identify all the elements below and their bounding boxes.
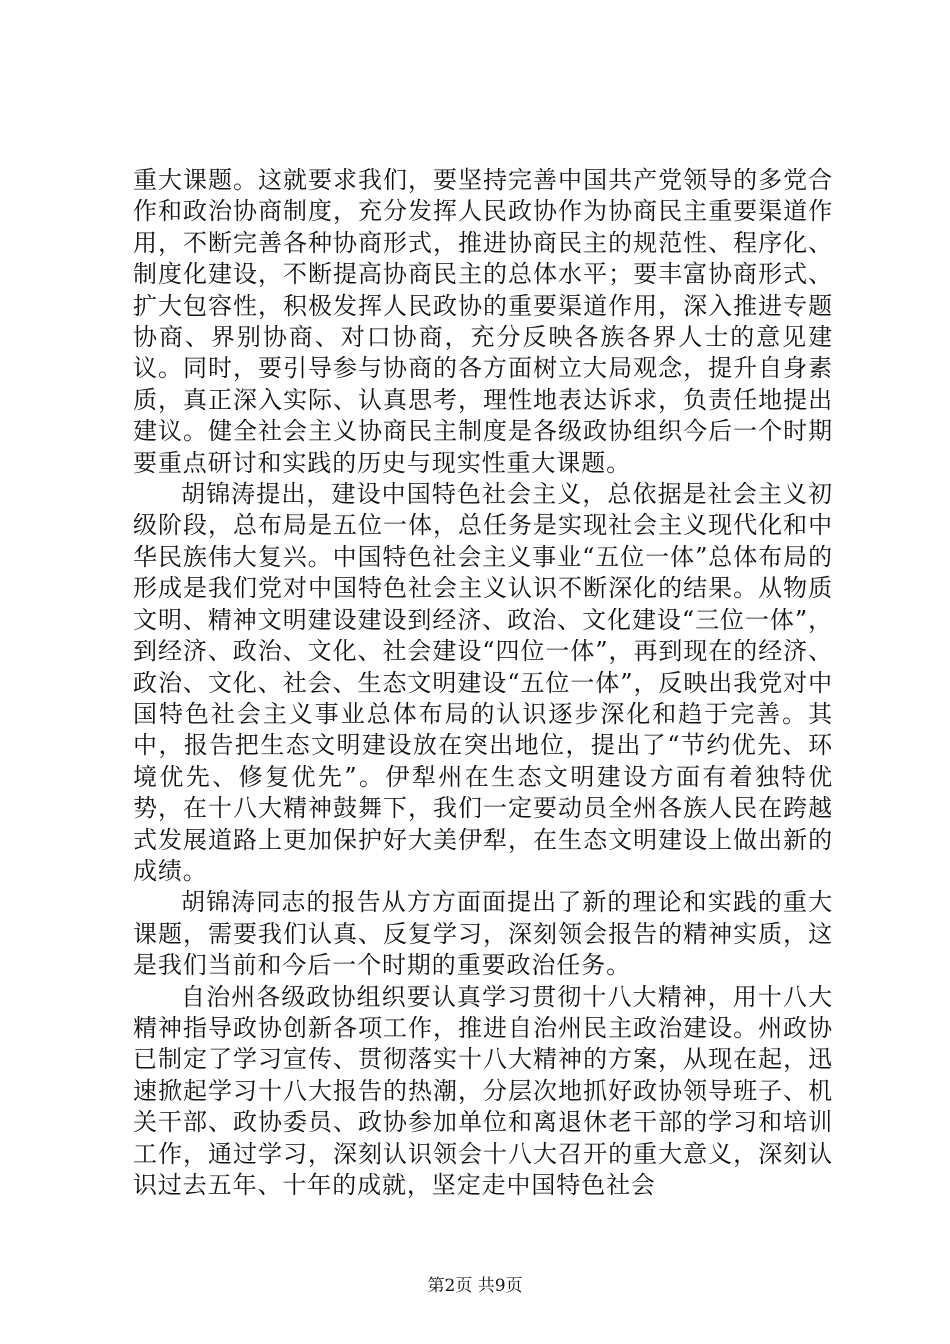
page-number-footer: 第2页 共9页 [427,1276,523,1296]
document-body [133,165,833,1201]
paragraph-five-in-one: 胡锦涛提出，建设中国特色社会主义，总依据是社会主义初级阶段，总布局是五位一体，总任务是实现社会主义现代化和中华民族伟大复兴。中国特色社会主义事业“五位一体”总体布局的形成是我们党对中国特色社会主义认识不断深化的结果。从物质文明、精神文明建设建设到经济、政治、文化建设“三位一体”，到经济、政治、文化、社会建设“四位一体”，再到现在的经济、政治、文化、社会、生态文明建设“五位一体”，反映出我党对中国特色社会主义事业总体布局的认识逐步深化和趋于完善。其中，报告把生态文明建设放在突出地位，提出了“节约优先、环境优先、修复优先”。伊犁州在生态文明建设方面有着独特优势，在十八大精神鼓舞下，我们一定要动员全州各族人民在跨越式发展道路上更加保护好大美伊犁，在生态文明建设上做出新的成绩。 [133,480,833,885]
paragraph-report-study: 胡锦涛同志的报告从方方面面提出了新的理论和实践的重大课题，需要我们认真、反复学习，深刻领会报告的精神实质，这是我们当前和今后一个时期的重要政治任务。 [133,888,833,980]
paragraph-cppcc-work: 自治州各级政协组织要认真学习贯彻十八大精神，用十八大精神指导政协创新各项工作，推进自治州民主政治建设。州政协已制定了学习宣传、贯彻落实十八大精神的方案，从现在起，迅速掀起学习十八大报告的热潮，分层次地抓好政协领导班子、机关干部、政协委员、政协参加单位和离退休老干部的学习和培训工作，通过学习，深刻认识领会十八大召开的重大意义，深刻认识过去五年、十年的成就，坚定走中国特色社会 [133,982,833,1199]
paragraph-continuation: 重大课题。这就要求我们，要坚持完善中国共产党领导的多党合作和政治协商制度，充分发挥人民政协作为协商民主重要渠道作用，不断完善各种协商形式，推进协商民主的规范性、程序化、制度化建设，不断提高协商民主的总体水平；要丰富协商形式、扩大包容性，积极发挥人民政协的重要渠道作用，深入推进专题协商、界别协商、对口协商，充分反映各族各界人士的意见建议。同时，要引导参与协商的各方面树立大局观念，提升自身素质，真正深入实际、认真思考，理性地表达诉求，负责任地提出建议。健全社会主义协商民主制度是各级政协组织今后一个时期要重点研讨和实践的历史与现实性重大课题。 [133,166,833,477]
